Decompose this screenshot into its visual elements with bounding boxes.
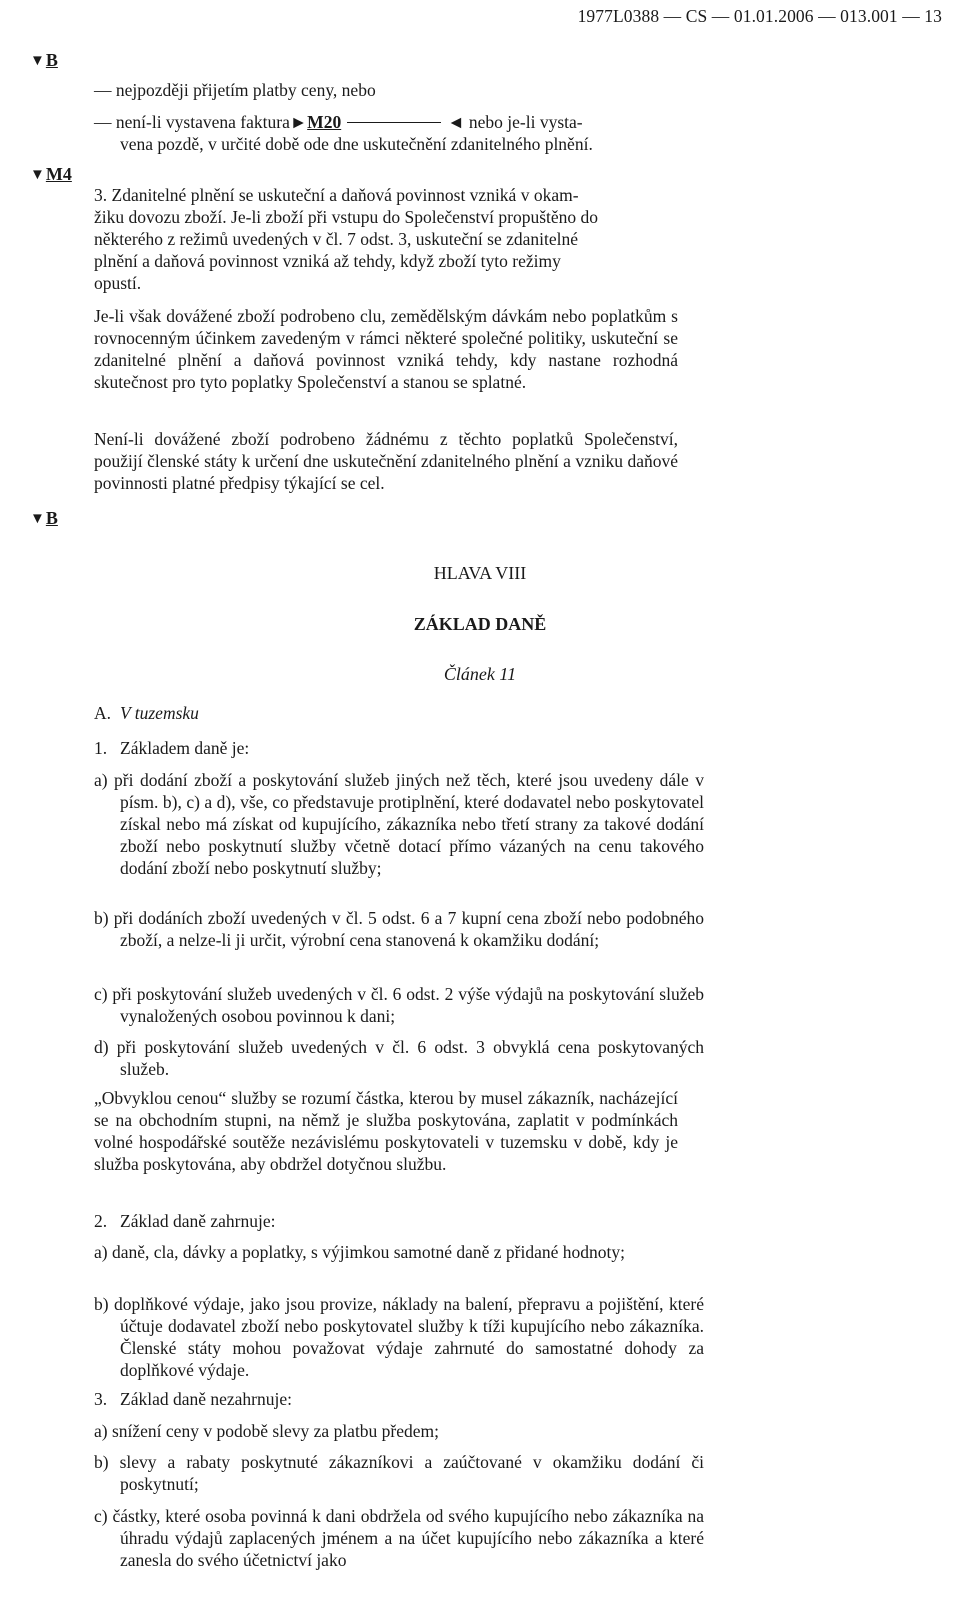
amendment-ref-m20[interactable]: M20 [307, 112, 342, 132]
dash-item-1: — nejpozději přijetím platby ceny, nebo [94, 80, 376, 100]
paragraph-dovoz: Je-li však dovážené zboží podrobeno clu, zemědělským dávkám nebo poplatkům s rovnocenným účinkem zavedeným v rámci některé společné politiky, uskuteční se zdanitelné plnění a daňová povinnost vzniká tehdy, kdy nastane rozhodná skutečnost pro tyto poplatky Společenství a stanou se splatné. [94, 306, 678, 392]
arrow-left-icon: ◄ [447, 112, 465, 132]
point-1-item-a: a) při dodání zboží a poskytování služeb jiných než těch, které jsou uvedeny dále v písm. b), c) a d), vše, co představuje protiplnění, které dodavatel nebo poskytovatel získal nebo má získat od kupujícího, zákazníka nebo třetí strany za takové dodání zboží nebo poskytnutí služby včetně dotací přímo vázaných na cenu takového dodání zboží nebo poskytnutí služby; [94, 770, 704, 878]
point-1-item-d: d) při poskytování služeb uvedených v čl. 6 odst. 3 obvyklá cena poskytovaných služeb. [94, 1037, 704, 1079]
paragraph-obvykla-cena: „Obvyklou cenou“ služby se rozumí částka, kterou by musel zákazník, nacházející se na obchodním stupni, na němž je služba poskytována, zaplatit v podmínkách volné hospodářské soutěže nezávislému poskytovateli v tuzemsku v době, kdy je služba poskytována, aby obdržel dotyčnou službu. [94, 1088, 678, 1174]
point-3-item-c: c) částky, které osoba povinná k dani obdržela od svého kupujícího nebo zákazníka na úhradu výdajů zaplacených jménem a na účet kupujícího nebo zákazníka a které zanesla do svého účetnictví jako [94, 1506, 704, 1570]
point-3-item-b: b) slevy a rabaty poskytnuté zákazníkovi a zaúčtované v okamžiku dodání či poskytnutí; [94, 1452, 704, 1494]
article-heading: Článek 11 [443, 664, 517, 684]
down-triangle-icon: ▼ [30, 167, 45, 183]
amendment-marker-m4: ▼M4 [30, 164, 72, 184]
point-2-item-b: b) doplňkové výdaje, jako jsou provize, náklady na balení, přepravu a pojištění, které účtuje dodavatel zboží nebo poskytovatel služby k tíži kupujícího nebo zákazníka. Členské státy mohou považovat výdaje zahrnuté do samostatné dohody za doplňkové výdaje. [94, 1294, 704, 1380]
point-3: 3. Základ daně nezahrnuje: [94, 1389, 292, 1409]
para-3-line4: plnění a daňová povinnost vzniká až tehdy, když zboží tyto režimy [94, 251, 561, 271]
para-3-line2: žiku dovozu zboží. Je-li zboží při vstupu do Společenství propuštěno do [94, 207, 599, 227]
dash-item-2-line1: — není-li vystavena faktura►M20 ◄ nebo je-li vysta- [94, 112, 583, 132]
point-2: 2. Základ daně zahrnuje: [94, 1211, 276, 1231]
point-2-item-a: a) daně, cla, dávky a poplatky, s výjimkou samotné daně z přidané hodnoty; [94, 1242, 626, 1262]
amendment-marker-b: ▼B [30, 508, 58, 528]
point-1-item-b: b) při dodáních zboží uvedených v čl. 5 odst. 6 a 7 kupní cena zboží nebo podobného zboží, a nelze-li ji určit, výrobní cena stanovená k okamžiku dodání; [94, 908, 704, 950]
section-a-heading: A. V tuzemsku [94, 703, 199, 723]
dash-item-2-line2: vena pozdě, v určité době ode dne uskutečnění zdanitelného plnění. [120, 134, 593, 154]
deleted-text-line [347, 122, 441, 123]
amendment-marker-b: ▼B [30, 50, 58, 70]
point-1-item-c: c) při poskytování služeb uvedených v čl. 6 odst. 2 výše výdajů na poskytování služeb vynaložených osobou povinnou k dani; [94, 984, 704, 1026]
down-triangle-icon: ▼ [30, 53, 45, 69]
para-3-line3: některého z režimů uvedených v čl. 7 odst. 3, uskuteční se zdanitelné [94, 229, 579, 249]
point-3-item-a: a) snížení ceny v podobě slevy za platbu předem; [94, 1421, 440, 1441]
point-1: 1. Základem daně je: [94, 738, 250, 758]
paragraph-neni: Není-li dovážené zboží podrobeno žádnému z těchto poplatků Společenství, použijí členské státy k určení dne uskutečnění zdanitelného plnění a vzniku daňové povinnosti platné předpisy týkající se cel. [94, 429, 678, 493]
down-triangle-icon: ▼ [30, 511, 45, 527]
para-3-line5: opustí. [94, 273, 142, 293]
chapter-heading: HLAVA VIII [433, 563, 527, 583]
chapter-title: ZÁKLAD DANĚ [413, 614, 547, 634]
para-3-line1: 3. Zdanitelné plnění se uskuteční a daňová povinnost vzniká v okam- [94, 185, 579, 205]
page-header: 1977L0388 — CS — 01.01.2006 — 013.001 — 13 [577, 6, 942, 26]
arrow-right-icon: ► [289, 112, 308, 132]
